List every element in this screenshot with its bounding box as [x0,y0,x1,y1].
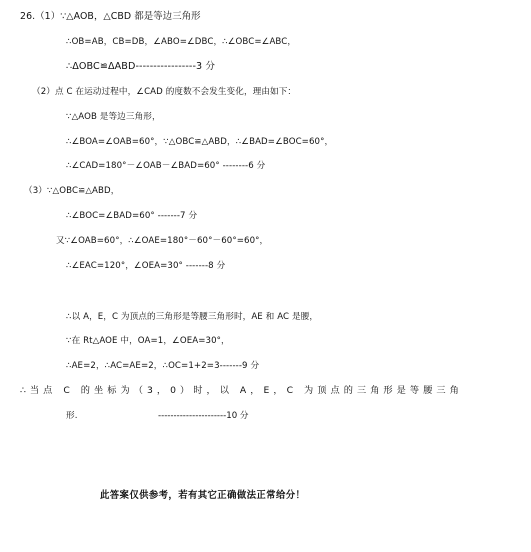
proof-line-isosceles: ∴以 A，E，C 为顶点的三角形是等腰三角形时，AE 和 AC 是腰， [66,312,319,322]
proof-line-angle-oae: 又∵∠OAB=60°，∴∠OAE=180°－60°－60°=60°， [56,236,269,246]
footer-note: 此答案仅供参考，若有其它正确做法正常给分！ [100,490,306,501]
conclusion-line: ∴当点 C 的坐标为（3，0）时，以 A，E，C 为顶点的三角形是等腰三角 [20,385,463,396]
proof-line-ae-length: ∴AE=2，∴AC=AE=2，∴OC=1+2=3-------9 分 [66,361,260,371]
conclusion-line-end: 形. [66,411,78,421]
proof-line-angle-cad: ∴∠CAD=180°－∠OAB－∠BAD=60° --------6 分 [66,161,266,171]
proof-line-angle-bad: ∴∠BOA=∠OAB=60°，∵△OBC≌△ABD，∴∠BAD=∠BOC=60°， [66,137,334,147]
proof-line-equal-sides: ∴OB=AB，CB=DB，∠ABO=∠DBC，∴∠OBC=∠ABC， [66,37,297,47]
proof-line-equilateral: ∵△AOB 是等边三角形， [66,112,161,122]
part-2-heading: （2）点 C 在运动过程中，∠CAD 的度数不会发生变化，理由如下： [32,87,297,97]
problem-26-part-1-heading: 26.（1）∵△AOB，△CBD 都是等边三角形 [20,11,201,22]
proof-line-right-triangle: ∵在 Rt△AOE 中，OA=1，∠OEA=30°， [66,336,230,346]
part-3-heading: （3）∵△OBC≌△ABD， [24,186,120,196]
score-marker-10: ----------------------10 分 [158,411,249,421]
proof-line-angle-eac: ∴∠EAC=120°，∠OEA=30° -------8 分 [66,261,226,271]
proof-line-congruence: ∴ΔOBC≌ΔABD-----------------3 分 [66,61,216,72]
proof-line-angle-boc: ∴∠BOC=∠BAD=60° -------7 分 [66,211,198,221]
